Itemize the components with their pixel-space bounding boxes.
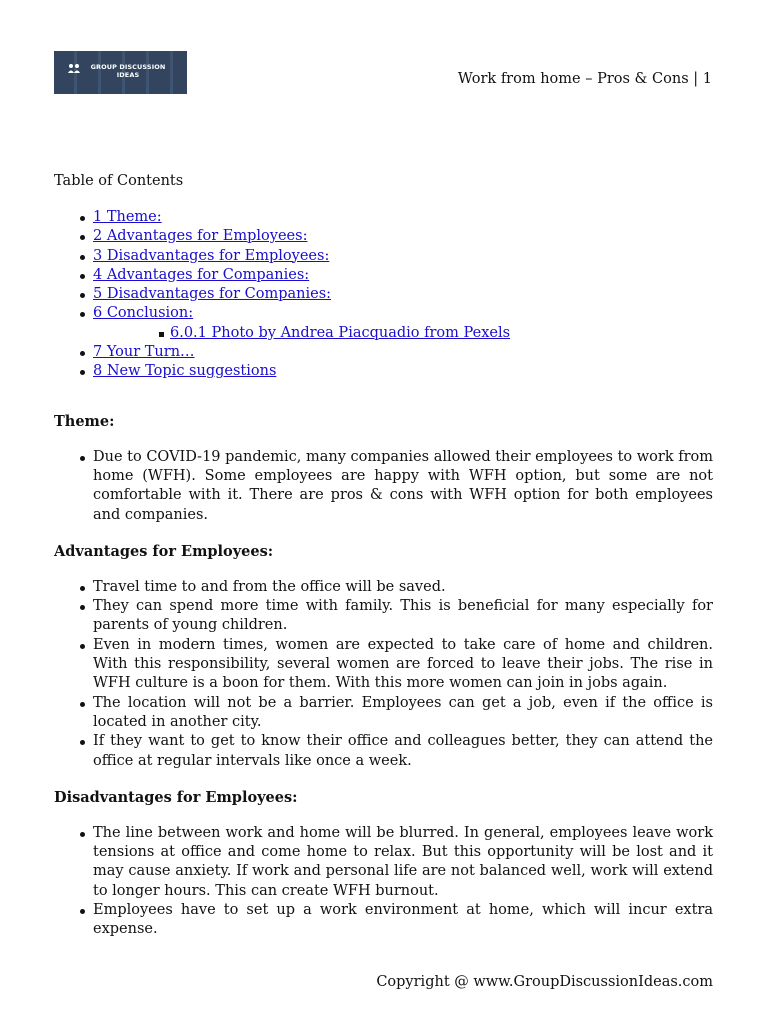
toc-item bbox=[54, 304, 713, 323]
list-item: If they want to get to know their office and colleagues better, they can attend the office at regular intervals like once a week. bbox=[54, 732, 713, 771]
advantages-employees-heading: Advantages for Employees: bbox=[54, 542, 274, 560]
document-body bbox=[54, 172, 713, 940]
list-item: The location will not be a barrier. Employees can get a job, even if the office is located in another city. bbox=[54, 694, 713, 733]
theme-list bbox=[54, 448, 713, 525]
page-header-title: Work from home – Pros & Cons | 1 bbox=[457, 71, 712, 87]
disadvantages-employees-heading: Disadvantages for Employees: bbox=[54, 788, 298, 806]
toc-link-advantages-companies[interactable]: 4 Advantages for Companies: bbox=[93, 266, 310, 283]
toc-item bbox=[54, 266, 713, 285]
logo-text: GROUP DISCUSSION IDEAS bbox=[90, 63, 166, 79]
list-item: Due to COVID-19 pandemic, many companies allowed their employees to work from home (WFH). Some employees are happy with WFH option, but some are not comfortable with it. There are pros & cons with WFH option for both employees and companies. bbox=[54, 448, 713, 525]
toc-link-photo-credit[interactable]: 6.0.1 Photo by Andrea Piacquadio from Pexels bbox=[170, 324, 511, 341]
list-item: Even in modern times, women are expected to take care of home and children. With this responsibility, several women are forced to leave their jobs. The rise in WFH culture is a boon for them. With this more women can join in jobs again. bbox=[54, 636, 713, 694]
toc-item bbox=[54, 362, 713, 381]
site-logo bbox=[54, 51, 187, 94]
toc-link-advantages-employees[interactable]: 2 Advantages for Employees: bbox=[93, 228, 308, 245]
list-item: They can spend more time with family. This is beneficial for many especially for parents of young children. bbox=[54, 597, 713, 636]
list-item: The line between work and home will be blurred. In general, employees leave work tensions at office and come home to relax. But this opportunity will be lost and it may cause anxiety. If work and personal life are not balanced well, work will extend to longer hours. This can create WFH burnout. bbox=[54, 824, 713, 901]
toc-item bbox=[54, 247, 713, 266]
toc-item bbox=[54, 227, 713, 246]
toc-link-conclusion[interactable]: 6 Conclusion: bbox=[93, 305, 194, 322]
toc-link-theme[interactable]: 1 Theme: bbox=[93, 209, 162, 225]
people-icon bbox=[68, 63, 80, 73]
disadvantages-employees-list bbox=[54, 824, 713, 940]
toc-item bbox=[54, 285, 713, 304]
advantages-employees-list bbox=[54, 578, 713, 771]
list-item: Travel time to and from the office will be saved. bbox=[54, 578, 713, 597]
toc-link-disadvantages-employees[interactable]: 3 Disadvantages for Employees: bbox=[93, 247, 330, 264]
list-item: Employees have to set up a work environment at home, which will incur extra expense. bbox=[54, 901, 713, 940]
toc-item bbox=[54, 343, 713, 362]
table-of-contents bbox=[54, 208, 713, 382]
toc-link-disadvantages-companies[interactable]: 5 Disadvantages for Companies: bbox=[93, 286, 332, 303]
toc-link-your-turn[interactable]: 7 Your Turn… bbox=[93, 344, 195, 361]
footer-copyright: Copyright @ www.GroupDiscussionIdeas.com bbox=[376, 974, 713, 990]
toc-subitem bbox=[54, 324, 713, 343]
theme-heading: Theme: bbox=[54, 412, 115, 430]
toc-item bbox=[54, 208, 713, 227]
toc-title: Table of Contents bbox=[54, 173, 184, 189]
toc-link-new-topics[interactable]: 8 New Topic suggestions bbox=[93, 363, 277, 380]
